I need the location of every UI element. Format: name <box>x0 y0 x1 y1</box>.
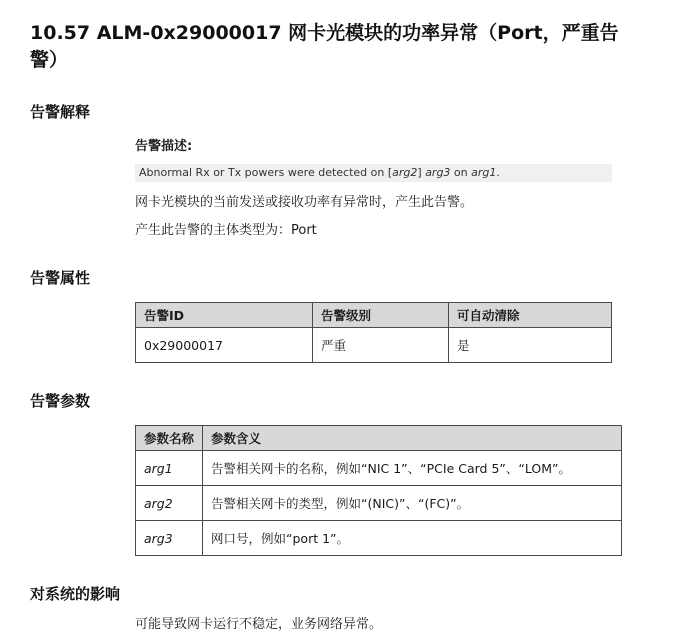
system-impact-paragraph: 可能导致网卡运行不稳定，业务网络异常。 <box>135 617 383 632</box>
document-page <box>0 20 676 632</box>
alarm-parameters-heading: 告警参数 <box>30 392 91 410</box>
desc-text-mid2: on <box>450 166 472 179</box>
cell-param-name-arg2: arg2 <box>136 486 203 521</box>
alarm-parameters-table <box>135 425 622 556</box>
alarm-subject-type-paragraph: 产生此告警的主体类型为：Port <box>135 223 317 238</box>
cell-param-meaning-arg3: 网口号，例如“port 1”。 <box>203 521 622 556</box>
cell-param-meaning-arg1: 告警相关网卡的名称，例如“NIC 1”、“PCIe Card 5”、“LOM”。 <box>203 451 622 486</box>
cell-alarm-level: 严重 <box>313 328 449 363</box>
arg2-placeholder: arg2 <box>392 166 418 179</box>
cell-param-name-arg1: arg1 <box>136 451 203 486</box>
column-header-param-name: 参数名称 <box>136 426 203 451</box>
alarm-attributes-content <box>135 302 631 363</box>
section-alarm-attributes <box>0 267 676 363</box>
table-header-row <box>136 426 622 451</box>
column-header-alarm-level: 告警级别 <box>313 303 449 328</box>
section-alarm-parameters <box>0 390 676 556</box>
arg3-placeholder: arg3 <box>425 166 451 179</box>
alarm-description-english <box>135 164 612 182</box>
table-row <box>136 451 622 486</box>
desc-text-mid1: ] <box>417 166 426 179</box>
column-header-param-meaning: 参数含义 <box>203 426 622 451</box>
table-row <box>136 328 612 363</box>
desc-text-pre: Abnormal Rx or Tx powers were detected on [ <box>139 166 393 179</box>
desc-text-end: . <box>496 166 500 179</box>
table-row <box>136 521 622 556</box>
alarm-explanation-content <box>135 135 631 240</box>
alarm-parameters-content <box>135 425 631 556</box>
section-system-impact <box>0 583 676 634</box>
arg1-placeholder: arg1 <box>471 166 497 179</box>
section-alarm-explanation <box>0 101 676 240</box>
table-header-row <box>136 303 612 328</box>
cell-alarm-id: 0x29000017 <box>136 328 313 363</box>
alarm-description-label: 告警描述: <box>135 139 193 154</box>
page-title: 10.57 ALM-0x29000017 网卡光模块的功率异常（Port，严重告警） <box>30 22 619 71</box>
alarm-attributes-table <box>135 302 612 363</box>
column-header-alarm-id: 告警ID <box>136 303 313 328</box>
column-header-auto-clear: 可自动清除 <box>449 303 612 328</box>
alarm-attributes-heading: 告警属性 <box>30 269 91 287</box>
cell-param-meaning-arg2: 告警相关网卡的类型，例如“(NIC)”、“(FC)”。 <box>203 486 622 521</box>
alarm-explanation-heading: 告警解释 <box>30 103 91 121</box>
cell-auto-clear: 是 <box>449 328 612 363</box>
cell-param-name-arg3: arg3 <box>136 521 203 556</box>
table-row <box>136 486 622 521</box>
alarm-cause-paragraph: 网卡光模块的当前发送或接收功率有异常时，产生此告警。 <box>135 195 474 210</box>
system-impact-heading: 对系统的影响 <box>30 585 121 603</box>
system-impact-content <box>135 616 631 634</box>
